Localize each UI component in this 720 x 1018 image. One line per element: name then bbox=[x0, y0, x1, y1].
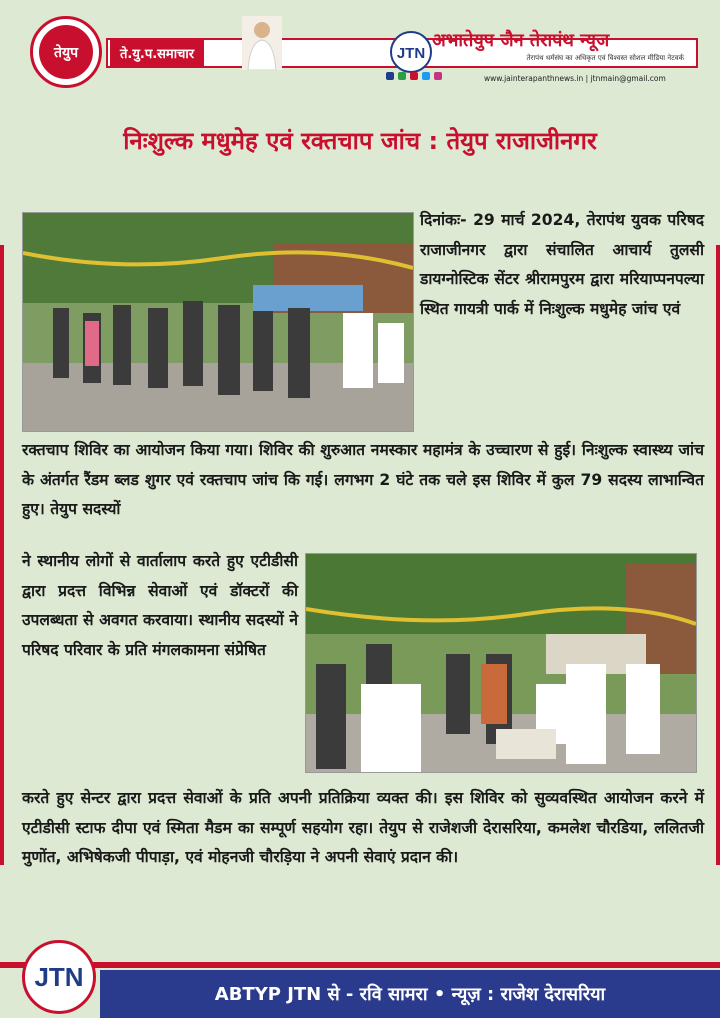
footer-credit-bar bbox=[100, 970, 720, 1018]
footer-accent-stripe bbox=[0, 962, 720, 968]
footer-logo-text: JTN bbox=[34, 961, 84, 992]
camp-photo-1 bbox=[22, 212, 414, 432]
right-accent-line bbox=[716, 245, 720, 865]
brand-tagline: तेरापंथ धर्मसंघ का अधिकृत एवं विश्वस्त सोशल मीडिया नेटवर्क bbox=[526, 54, 684, 62]
twitter-icon bbox=[422, 72, 430, 80]
saint-portrait-icon bbox=[242, 16, 282, 70]
brand-url: www.jainterapanthnews.in | jtnmain@gmail.com bbox=[484, 74, 666, 83]
article-paragraph-end: करते हुए सेन्टर द्वारा प्रदत्त सेवाओं के प्रति अपनी प्रतिक्रिया व्यक्त की। इस शिविर को सुव्यवस्थित आयोजन करने में एटीडीसी स्टाफ दीपा एवं स्मिता मैडम का सम्पूर्ण सहयोग रहा। तेयुप से राजेशजी देरासरिया, कमलेश चौरडिया, ललितजी मुणोंत, अभिषेकजी पीपाड़ा, एवं मोहनजी चौरड़िया ने अपनी सेवाएं प्रदान की। bbox=[22, 789, 704, 866]
article-paragraph-left: ने स्थानीय लोगों से वार्तालाप करते हुए एटीडीसी द्वारा प्रदत्त विभिन्न सेवाओं एवं डॉक्टरों की उपलब्धता से अवगत करवाया। स्थानीय सदस्यों ने परिषद परिवार के प्रति मंगलकामना संप्रेषित bbox=[22, 552, 298, 659]
article-paragraph-top: दिनांकः- 29 मार्च 2024, तेरापंथ युवक परिषद राजाजीनगर द्वारा संचालित आचार्य तुलसी डायग्नोस्टिक सेंटर श्रीरामपुरम द्वारा मरियाप्पनपल्या स्थित गायत्री पार्क में निःशुल्क मधुमेह जांच एवं bbox=[420, 211, 704, 318]
footer-jtn-logo bbox=[22, 940, 96, 1014]
footer-credit: ABTYP JTN से - रवि सामरा • न्यूज़ : राजेश देरासरिया bbox=[214, 984, 606, 1005]
teyup-logo bbox=[30, 16, 102, 88]
instagram-icon bbox=[434, 72, 442, 80]
youtube-icon bbox=[410, 72, 418, 80]
left-accent-line bbox=[0, 245, 4, 865]
page-header bbox=[14, 14, 706, 94]
whatsapp-icon bbox=[398, 72, 406, 80]
facebook-icon bbox=[386, 72, 394, 80]
article-paragraph-full: रक्तचाप शिविर का आयोजन किया गया। शिविर की शुरुआत नमस्कार महामंत्र के उच्चारण से हुई। निःशुल्क स्वास्थ्य जांच के अंतर्गत रैंडम ब्लड शुगर एवं रक्तचाप जांच कि गई। लगभग 2 घंटे तक चले इस शिविर में कुल 79 सदस्य लाभान्वित हुए। तेयुप सदस्यों bbox=[22, 441, 704, 518]
camp-photo-2 bbox=[305, 553, 697, 773]
article-title: निःशुल्क मधुमेह एवं रक्तचाप जांच : तेयुप राजाजीनगर bbox=[123, 127, 597, 155]
jtn-logo-text: JTN bbox=[396, 45, 426, 62]
teyup-logo-mark: तेयुप bbox=[39, 25, 93, 79]
section-tag: ते.यु.प.समाचार bbox=[110, 40, 204, 66]
jtn-logo-icon bbox=[388, 30, 434, 74]
brand-title: अभातेयुप जैन तेरापंथ न्यूज bbox=[432, 30, 610, 51]
social-icons bbox=[386, 72, 442, 80]
